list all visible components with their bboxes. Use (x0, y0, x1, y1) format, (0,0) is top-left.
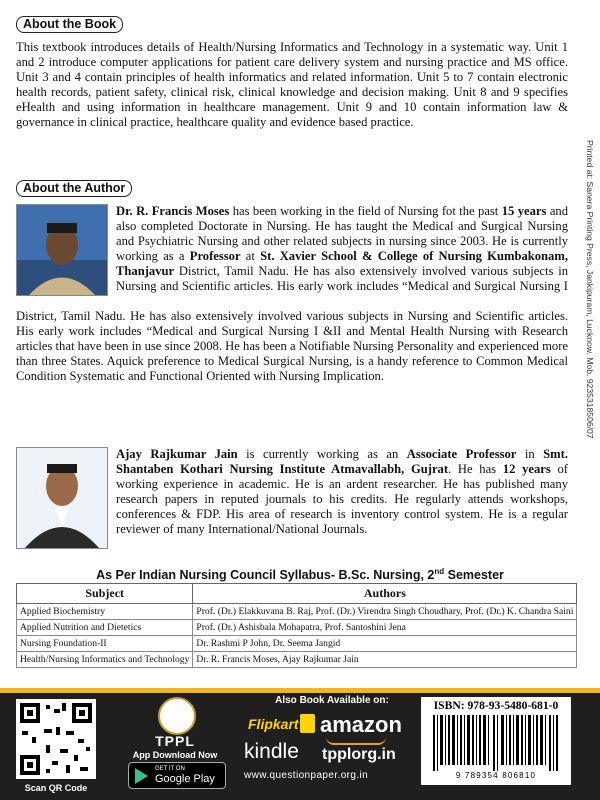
footer-accent-stripe (0, 688, 600, 693)
printer-info: Printed at: Sanera Printing Press, Jankipuram, Lucknow. Mob. 9235318506/07 (585, 140, 595, 439)
table-row (17, 620, 577, 636)
flipkart-logo[interactable]: Flipkart (248, 716, 299, 732)
author2-name: Ajay Rajkumar Jain (116, 447, 238, 461)
author2-years: 12 years (502, 462, 551, 477)
isbn-text: ISBN: 978-93-5480-681-0 (433, 699, 559, 712)
authors-cell: Prof. (Dr.) Ashisbala Mohapatra, Prof. Santoshini Jena (193, 620, 577, 636)
play-store-icon (135, 768, 148, 784)
authors-cell: Prof. (Dr.) Elakkuvana B. Raj, Prof. (Dr.) Virendra Singh Choudhary, Prof. (Dr.) K. Chandra Saini (193, 604, 577, 620)
scan-qr-label: Scan QR Code (24, 783, 88, 793)
table-row (17, 604, 577, 620)
author2-role: Associate Professor (406, 447, 517, 461)
subject-cell: Nursing Foundation-II (17, 636, 193, 652)
subject-cell: Health/Nursing Informatics and Technology (17, 652, 193, 668)
amazon-smile-icon (326, 737, 386, 745)
table-row (17, 636, 577, 652)
kindle-logo[interactable]: kindle (244, 740, 299, 763)
tppl-site-link[interactable]: tpplorg.in (322, 746, 396, 763)
about-book-text: This textbook introduces details of Health/Nursing Informatics and Technology in a systematic way. Unit 1 and 2 introduce computer applications for patient care delivery system and nursing practice and MS office. Unit 3 and 4 contain principles of health informatics and related information. Unit 5 to 7 contain electronic health records, patient safety, clinical risk, clinical knowledge and decision making. Unit 8 and 9 specifies eHealth and using information in healthcare management. Unit 9 and 10 contain information law & governance in clinical practice, healthcare quality and evidence based practice. (16, 40, 568, 130)
author1-bio-top: Dr. R. Francis Moses has been working in the field of Nursing fot the past 15 years and also completed Doctorate in Nursing. He has taught the Medical and Surgical Nursing and Psychiatric Nursing and other related subjects in nursing since 2003. He is currently working as a Professor at St. Xavier School & College of Nursing Kumbakonam, Thanjavur District, Tamil Nadu. He has also extensively involved various subjects in Nursing and Scientific articles. His early work includes “Medical and Surgical Nursing I (116, 204, 568, 294)
publisher-name: TPPL (155, 733, 195, 749)
barcode-digits: 9 789354 806810 (455, 771, 537, 780)
author1-photo (16, 204, 108, 296)
amazon-logo[interactable]: amazon (320, 712, 402, 737)
table-header-row (17, 584, 577, 604)
about-book-heading: About the Book (16, 16, 123, 33)
isbn-barcode-box (421, 697, 571, 785)
author1-bio-continued: District, Tamil Nadu. He has also extensively involved various subjects in Nursing and Scientific articles. His early work includes “Medical and Surgical Nursing I &II and Mental Health Nursing with Research articles that have been in use since 2008. He has been a Notifiable Nursing Personality and experienced more than three States. Aquick preference to Medical Surgical Nursing, is a handy reference to Common Medical Condition Systematic and Functional Oriented with Nursing Implication. (16, 309, 568, 384)
syllabus-title: As Per Indian Nursing Council Syllabus- B.Sc. Nursing, 2nd Semester (96, 567, 504, 583)
also-available-label: Also Book Available on: (275, 695, 389, 706)
subject-cell: Applied Biochemistry (17, 604, 193, 620)
tppl-logo-icon (158, 697, 196, 735)
google-play-button[interactable]: GET IT ON Google Play (128, 762, 226, 789)
author2-institute: Smt. Shantaben Kothari Nursing Institute Atmavallabh, Gujrat (116, 447, 568, 477)
author1-role: Professor (189, 249, 241, 264)
author1-years: 15 years (501, 204, 547, 218)
questionpaper-site-link[interactable]: www.questionpaper.org.in (244, 770, 369, 781)
flipkart-bag-icon (300, 714, 315, 733)
author2-photo (16, 447, 108, 549)
about-author-heading: About the Author (16, 180, 132, 197)
app-download-label: App Download Now (132, 750, 218, 760)
authors-cell: Dr. Rashmi P John, Dr. Seema Jangid (193, 636, 577, 652)
table-row (17, 652, 577, 668)
books-table (16, 583, 577, 668)
author2-bio: Ajay Rajkumar Jain is currently working as an Associate Professor in Smt. Shantaben Kothari Nursing Institute Atmavallabh, Gujrat. He has 12 years of working experience in academic. He is an ardent researcher. He has published many research papers in reputed journals to his credits. He regularly attends workshops, conferences & FDP. His area of research is inventory control system. He is a regular reviewer of many International/National Journals. (116, 447, 569, 537)
author1-college: St. Xavier School & College of Nursing Kumbakonam, Thanjavur (116, 249, 568, 279)
authors-cell: Dr. R. Francis Moses, Ajay Rajkumar Jain (193, 652, 577, 668)
subject-cell: Applied Nutrition and Dietetics (17, 620, 193, 636)
subject-header: Subject (17, 584, 193, 604)
barcode-icon (431, 715, 561, 771)
qr-code[interactable] (16, 699, 96, 779)
author1-name: Dr. R. Francis Moses (116, 204, 230, 218)
authors-header: Authors (193, 584, 577, 604)
